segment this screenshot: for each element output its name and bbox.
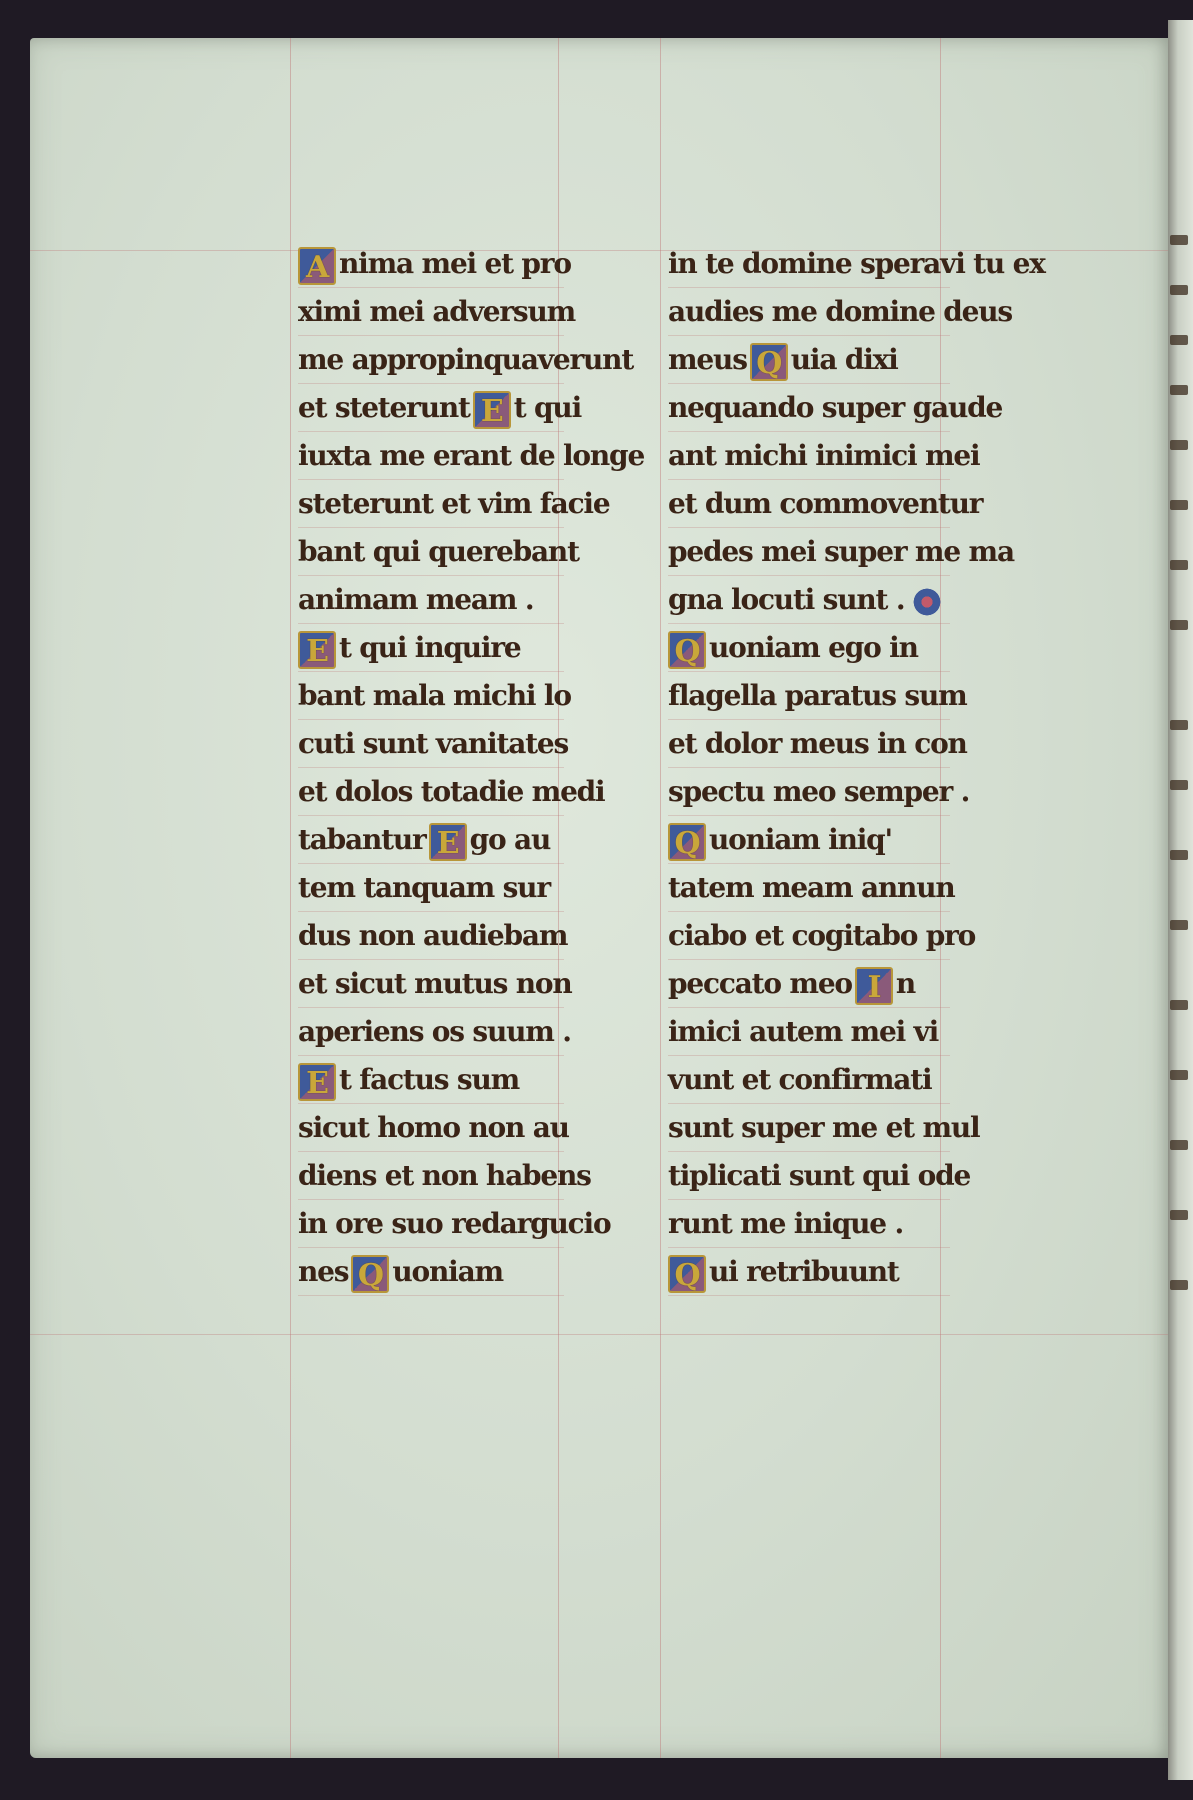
line-text: nima mei et pro	[339, 247, 571, 280]
line-text: bant qui querebant	[298, 535, 579, 568]
text-line	[668, 1248, 950, 1296]
text-line	[298, 1200, 611, 1248]
text-line	[298, 1248, 564, 1296]
line-text: et dum commoventur	[668, 487, 983, 520]
text-line	[298, 864, 564, 912]
line-text: ant michi inimici mei	[668, 439, 980, 472]
text-line	[668, 336, 950, 384]
text-line	[298, 1152, 591, 1200]
line-text: ciabo et cogitabo pro	[668, 919, 976, 952]
line-text: runt me inique .	[668, 1207, 904, 1240]
line-text: nequando super gaude	[668, 391, 1003, 424]
line-text: in ore suo redargucio	[298, 1207, 611, 1240]
decorated-initial: E	[298, 631, 336, 669]
text-line	[668, 768, 970, 816]
line-text: n	[895, 967, 916, 1000]
text-line	[668, 1008, 950, 1056]
decorated-initial: Q	[750, 343, 788, 381]
line-text: uoniam	[392, 1255, 503, 1288]
text-line	[298, 240, 571, 288]
line-text: t qui inquire	[339, 631, 521, 664]
text-line	[668, 912, 976, 960]
text-line	[668, 240, 1045, 288]
line-text: tatem meam annun	[668, 871, 955, 904]
manuscript-leaf	[30, 38, 1170, 1758]
line-text: ui retribuunt	[709, 1255, 899, 1288]
text-column-left	[298, 240, 645, 1296]
text-line	[668, 960, 950, 1008]
text-line	[298, 576, 564, 624]
line-text: meus	[668, 343, 747, 376]
text-line	[668, 864, 955, 912]
text-line	[668, 480, 983, 528]
text-line	[298, 624, 564, 672]
text-line	[298, 1104, 569, 1152]
line-text: dus non audiebam	[298, 919, 568, 952]
decorated-initial: E	[298, 1063, 336, 1101]
line-text: iuxta me erant de longe	[298, 439, 645, 472]
line-text: tabantur	[298, 823, 426, 856]
line-text: go au	[469, 823, 551, 856]
decorated-initial: E	[473, 391, 511, 429]
text-line	[298, 1056, 564, 1104]
line-text: animam meam .	[298, 583, 534, 616]
line-text: sunt super me et mul	[668, 1111, 980, 1144]
text-line	[668, 816, 950, 864]
text-line	[298, 528, 579, 576]
text-line	[298, 912, 568, 960]
line-text: aperiens os suum .	[298, 1015, 571, 1048]
line-text: bant mala michi lo	[298, 679, 571, 712]
text-line	[668, 672, 967, 720]
line-text: tiplicati sunt qui ode	[668, 1159, 971, 1192]
line-text: spectu meo semper .	[668, 775, 970, 808]
text-line	[298, 432, 645, 480]
ruling-line	[660, 38, 661, 1758]
line-text: uia dixi	[790, 343, 898, 376]
decorated-initial: Q	[668, 631, 706, 669]
text-line	[298, 720, 569, 768]
line-text: t factus sum	[339, 1063, 520, 1096]
line-text: flagella paratus sum	[668, 679, 967, 712]
decorated-initial: Q	[351, 1255, 389, 1293]
text-line	[668, 1152, 971, 1200]
text-line	[298, 960, 572, 1008]
decorated-initial: Q	[668, 823, 706, 861]
line-text: audies me domine deus	[668, 295, 1012, 328]
line-text: diens et non habens	[298, 1159, 591, 1192]
text-line	[298, 816, 564, 864]
ruling-line	[290, 38, 291, 1758]
line-text: peccato meo	[668, 967, 852, 1000]
line-filler-ornament	[910, 588, 944, 616]
text-line	[668, 432, 980, 480]
text-line	[298, 1008, 571, 1056]
line-text: et sicut mutus non	[298, 967, 572, 1000]
text-line	[668, 1200, 950, 1248]
text-line	[668, 1056, 950, 1104]
line-text: uoniam iniq'	[709, 823, 892, 856]
line-text: cuti sunt vanitates	[298, 727, 569, 760]
line-text: pedes mei super me ma	[668, 535, 1014, 568]
line-text: vunt et confirmati	[668, 1063, 932, 1096]
ruling-line	[30, 1334, 1170, 1335]
adjacent-leaf-edge	[1168, 20, 1193, 1780]
line-text: gna locuti sunt .	[668, 583, 905, 616]
decorated-initial: E	[429, 823, 467, 861]
text-line	[298, 480, 610, 528]
line-text: me appropinquaverunt	[298, 343, 634, 376]
text-line	[668, 576, 950, 624]
text-line	[668, 288, 1012, 336]
line-text: steterunt et vim facie	[298, 487, 610, 520]
line-text: et dolor meus in con	[668, 727, 967, 760]
line-text: t qui	[513, 391, 582, 424]
line-text: imici autem mei vi	[668, 1015, 939, 1048]
text-column-right	[668, 240, 1045, 1296]
text-line	[668, 528, 1014, 576]
text-line	[298, 336, 634, 384]
line-text: ximi mei adversum	[298, 295, 576, 328]
line-text: et steterunt	[298, 391, 470, 424]
text-line	[298, 672, 571, 720]
line-text: sicut homo non au	[298, 1111, 569, 1144]
text-line	[298, 384, 582, 432]
line-text: tem tanquam sur	[298, 871, 550, 904]
line-text: et dolos totadie medi	[298, 775, 605, 808]
text-line	[298, 288, 576, 336]
text-line	[668, 1104, 980, 1152]
decorated-initial: Q	[668, 1255, 706, 1293]
text-line	[668, 720, 967, 768]
decorated-initial: A	[298, 247, 336, 285]
text-line	[298, 768, 605, 816]
decorated-initial: I	[855, 967, 893, 1005]
text-line	[668, 384, 1003, 432]
line-text: nes	[298, 1255, 349, 1288]
line-text: in te domine speravi tu ex	[668, 247, 1045, 280]
line-text: uoniam ego in	[709, 631, 918, 664]
text-line	[668, 624, 950, 672]
